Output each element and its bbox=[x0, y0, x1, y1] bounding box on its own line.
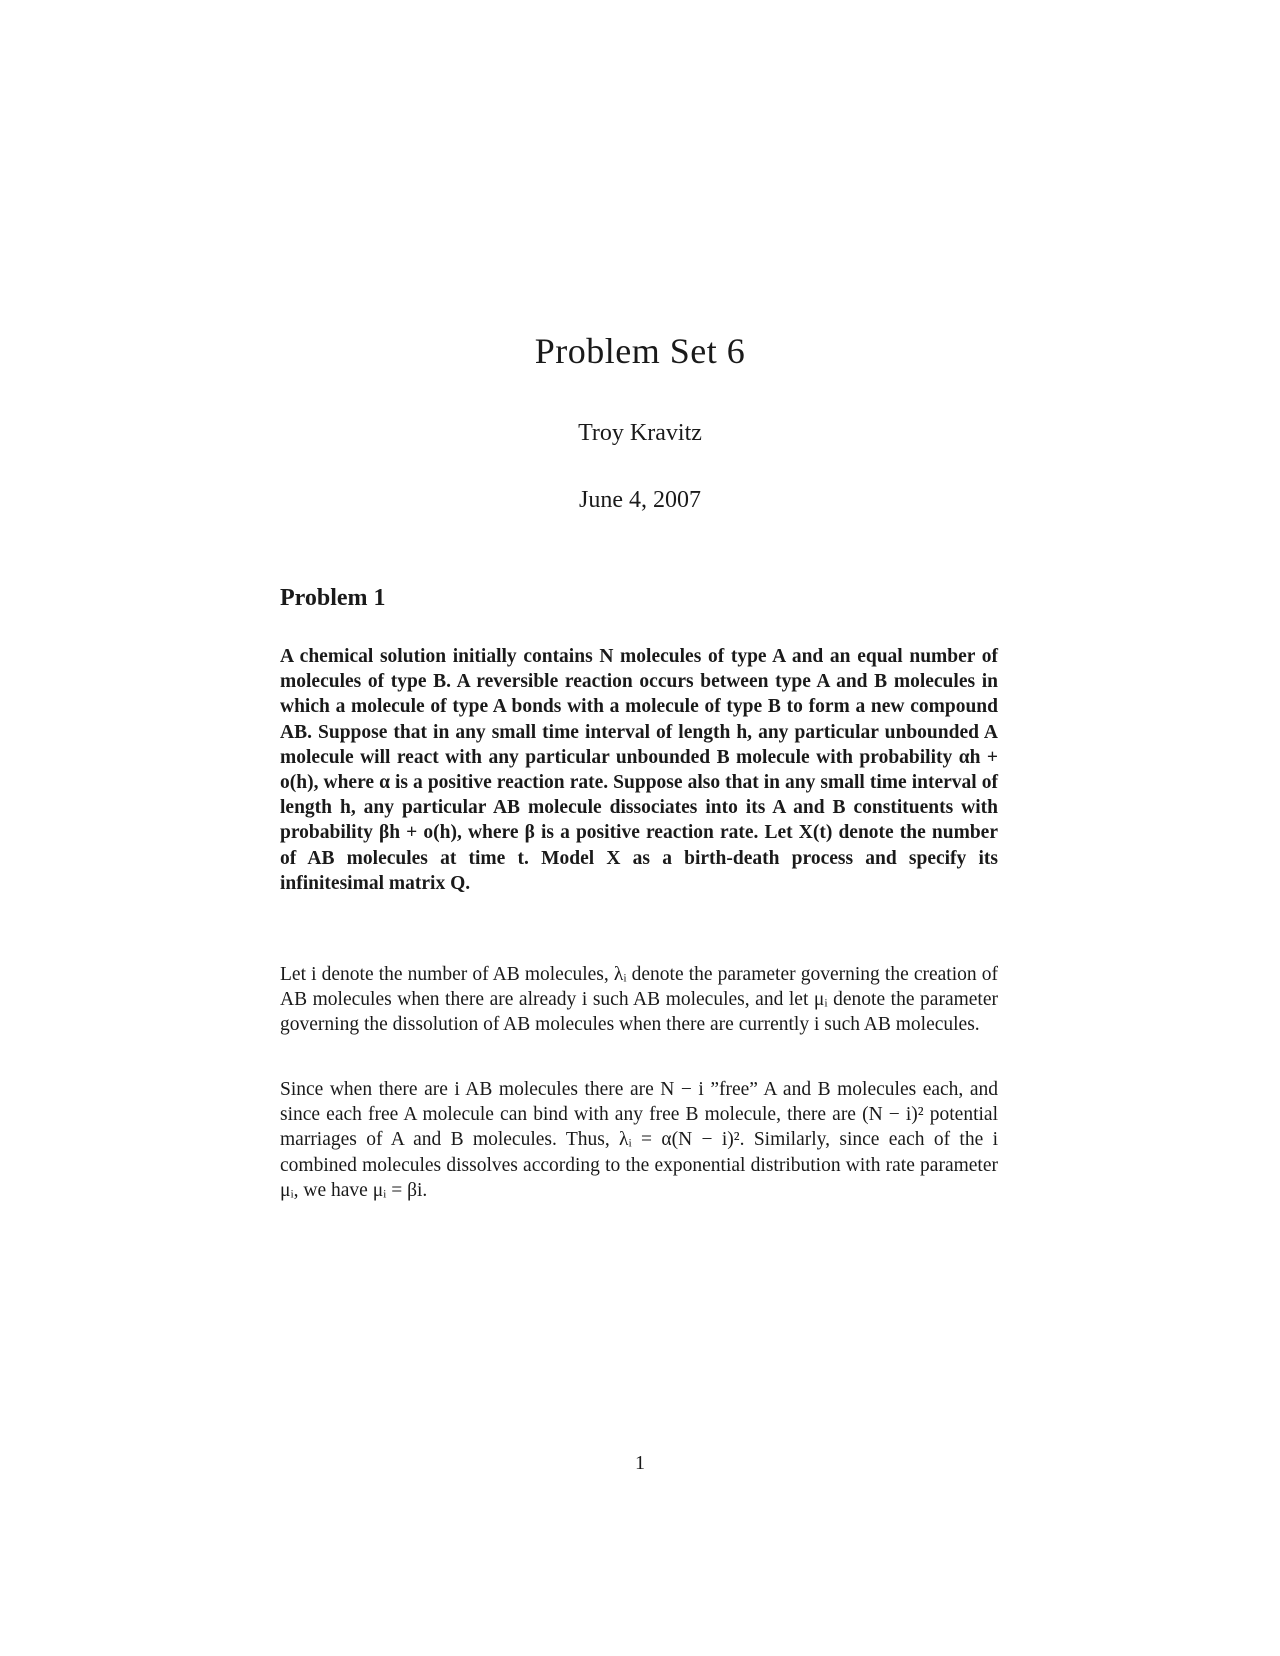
document-date: June 4, 2007 bbox=[579, 487, 701, 513]
page-number: 1 bbox=[635, 1452, 645, 1474]
section-heading: Problem 1 bbox=[280, 585, 386, 611]
document-author: Troy Kravitz bbox=[578, 420, 702, 446]
document-title: Problem Set 6 bbox=[534, 331, 746, 371]
problem-statement: A chemical solution initially contains N molecules of type A and an equal number of molecules of type B. A reversible reaction occurs between type A and B molecules in which a molecule of type A bonds with a molecule of type B to form a new compound AB. Suppose that in any small time interval of length h, any particular unbounded A molecule will react with any particular unbounded B molecule with probability αh + o(h), where α is a positive reaction rate. Suppose also that in any small time interval of length h, any particular AB molecule dissociates into its A and B constituents with probability βh + o(h), where β is a positive reaction rate. Let X(t) denote the number of AB molecules at time t. Model X as a birth-death process and specify its infinitesimal matrix Q. bbox=[280, 646, 998, 894]
solution-paragraph-2: Since when there are i AB molecules there are N − i ”free” A and B molecules each, and since each free A molecule can bind with any free B molecule, there are (N − i)² potential marriages of A and B molecules. Thus, λᵢ = α(N − i)². Similarly, since each of the i combined molecules dissolves according to the exponential distribution with rate parameter μᵢ, we have μᵢ = βi. bbox=[280, 1079, 998, 1201]
solution-paragraph-1: Let i denote the number of AB molecules, λᵢ denote the parameter governing the creation of AB molecules when there are already i such AB molecules, and let μᵢ denote the parameter governing the dissolution of AB molecules when there are currently i such AB molecules. bbox=[280, 964, 998, 1036]
